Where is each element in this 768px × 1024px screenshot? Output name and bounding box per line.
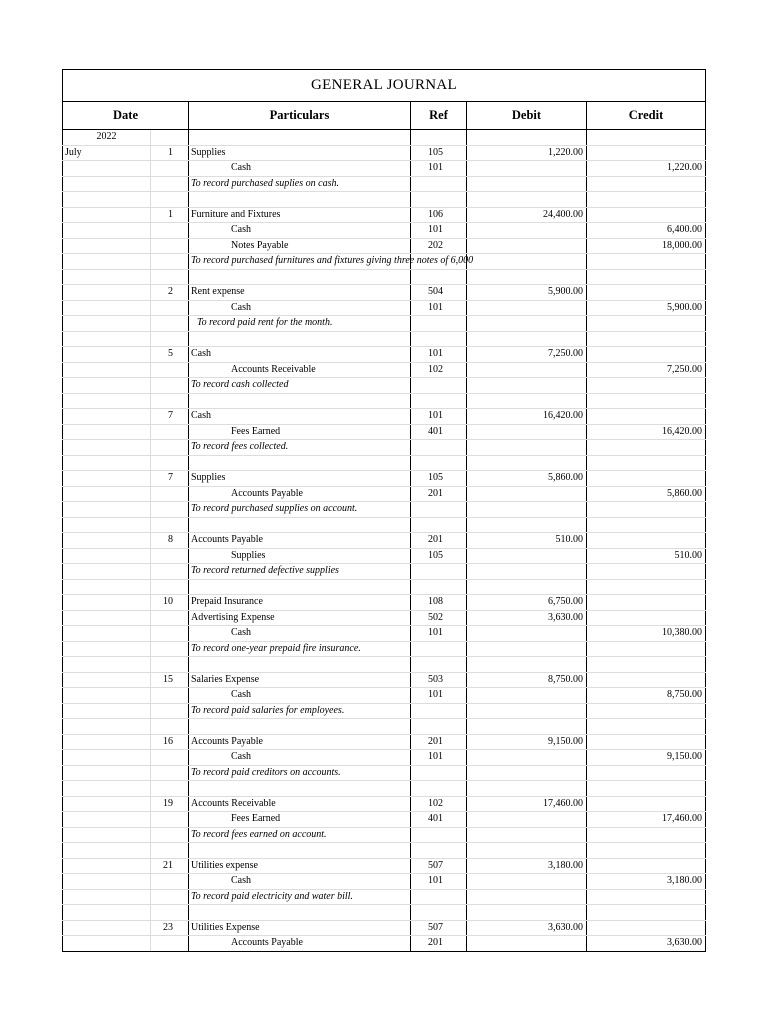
ref-cell: 101 — [411, 874, 467, 890]
day-cell: 23 — [151, 920, 189, 936]
credit-amount — [587, 347, 706, 363]
debit-account-name: Salaries Expense — [189, 672, 411, 688]
spacer-row — [63, 192, 706, 208]
ref-cell: 101 — [411, 300, 467, 316]
credit-amount: 5,860.00 — [587, 486, 706, 502]
entry-memo: To record returned defective supplies — [189, 564, 411, 580]
ref-cell: 507 — [411, 858, 467, 874]
ref-cell: 101 — [411, 688, 467, 704]
credit-amount — [587, 858, 706, 874]
credit-amount: 18,000.00 — [587, 238, 706, 254]
journal-line-row — [63, 409, 706, 425]
credit-account-name: Cash — [189, 300, 411, 316]
debit-amount: 5,900.00 — [467, 285, 587, 301]
credit-amount: 10,380.00 — [587, 626, 706, 642]
journal-line-row — [63, 471, 706, 487]
debit-account-name: Prepaid Insurance — [189, 595, 411, 611]
spacer-row — [63, 393, 706, 409]
memo-row — [63, 564, 706, 580]
journal-line-row — [63, 362, 706, 378]
general-journal-table — [62, 69, 706, 952]
entry-memo: To record paid creditors on accounts. — [189, 765, 411, 781]
ref-cell: 201 — [411, 936, 467, 952]
credit-amount: 8,750.00 — [587, 688, 706, 704]
ref-cell: 102 — [411, 796, 467, 812]
credit-amount: 3,180.00 — [587, 874, 706, 890]
journal-line-row — [63, 920, 706, 936]
credit-amount — [587, 207, 706, 223]
debit-account-name: Advertising Expense — [189, 610, 411, 626]
journal-line-row — [63, 812, 706, 828]
header-ref: Ref — [411, 102, 467, 130]
journal-body — [63, 130, 706, 952]
entry-memo: To record paid electricity and water bill. — [189, 889, 411, 905]
spacer-row — [63, 905, 706, 921]
debit-amount: 1,220.00 — [467, 145, 587, 161]
journal-line-row — [63, 223, 706, 239]
credit-amount — [587, 471, 706, 487]
entry-memo: To record one-year prepaid fire insurance. — [189, 641, 411, 657]
debit-amount: 3,180.00 — [467, 858, 587, 874]
debit-amount — [467, 874, 587, 890]
journal-line-row — [63, 347, 706, 363]
credit-amount — [587, 734, 706, 750]
debit-amount — [467, 161, 587, 177]
ref-cell: 101 — [411, 347, 467, 363]
journal-line-row — [63, 595, 706, 611]
debit-account-name: Supplies — [189, 471, 411, 487]
day-cell: 15 — [151, 672, 189, 688]
memo-row — [63, 641, 706, 657]
debit-amount — [467, 688, 587, 704]
ref-cell: 503 — [411, 672, 467, 688]
ref-cell: 101 — [411, 223, 467, 239]
credit-account-name: Cash — [189, 688, 411, 704]
debit-amount — [467, 223, 587, 239]
memo-row — [63, 502, 706, 518]
credit-account-name: Accounts Payable — [189, 936, 411, 952]
credit-account-name: Fees Earned — [189, 424, 411, 440]
memo-row — [63, 765, 706, 781]
credit-amount: 16,420.00 — [587, 424, 706, 440]
debit-amount: 24,400.00 — [467, 207, 587, 223]
debit-amount — [467, 362, 587, 378]
memo-row — [63, 440, 706, 456]
debit-amount: 16,420.00 — [467, 409, 587, 425]
journal-line-row — [63, 486, 706, 502]
debit-account-name: Cash — [189, 347, 411, 363]
day-cell: 1 — [151, 207, 189, 223]
journal-line-row — [63, 424, 706, 440]
debit-amount — [467, 812, 587, 828]
credit-account-name: Cash — [189, 874, 411, 890]
spacer-row — [63, 781, 706, 797]
ref-cell: 401 — [411, 812, 467, 828]
day-cell: 16 — [151, 734, 189, 750]
credit-amount — [587, 610, 706, 626]
credit-amount — [587, 533, 706, 549]
ref-cell: 201 — [411, 734, 467, 750]
journal-line-row — [63, 626, 706, 642]
ref-cell: 101 — [411, 750, 467, 766]
spacer-row — [63, 269, 706, 285]
debit-amount — [467, 300, 587, 316]
journal-line-row — [63, 734, 706, 750]
journal-line-row — [63, 610, 706, 626]
debit-account-name: Accounts Payable — [189, 734, 411, 750]
ref-cell: 201 — [411, 486, 467, 502]
year-cell: 2022 — [63, 130, 151, 146]
entry-memo: To record fees earned on account. — [189, 827, 411, 843]
credit-amount: 6,400.00 — [587, 223, 706, 239]
spacer-row — [63, 517, 706, 533]
credit-amount: 3,630.00 — [587, 936, 706, 952]
debit-amount — [467, 238, 587, 254]
credit-account-name: Fees Earned — [189, 812, 411, 828]
debit-account-name: Utilities expense — [189, 858, 411, 874]
journal-line-row — [63, 796, 706, 812]
memo-row — [63, 889, 706, 905]
ref-cell: 201 — [411, 533, 467, 549]
year-row — [63, 130, 706, 146]
memo-row — [63, 254, 706, 270]
debit-amount — [467, 750, 587, 766]
day-cell: 1 — [151, 145, 189, 161]
debit-account-name: Furniture and Fixtures — [189, 207, 411, 223]
debit-amount: 7,250.00 — [467, 347, 587, 363]
credit-amount — [587, 672, 706, 688]
debit-amount: 3,630.00 — [467, 610, 587, 626]
journal-line-row — [63, 672, 706, 688]
spacer-row — [63, 719, 706, 735]
ref-cell: 101 — [411, 626, 467, 642]
debit-amount: 3,630.00 — [467, 920, 587, 936]
credit-amount — [587, 796, 706, 812]
entry-memo: To record fees collected. — [189, 440, 411, 456]
journal-line-row — [63, 750, 706, 766]
debit-account-name: Utilities Expense — [189, 920, 411, 936]
debit-amount: 17,460.00 — [467, 796, 587, 812]
ref-cell: 504 — [411, 285, 467, 301]
debit-amount: 5,860.00 — [467, 471, 587, 487]
credit-amount: 7,250.00 — [587, 362, 706, 378]
memo-row — [63, 378, 706, 394]
debit-amount — [467, 936, 587, 952]
journal-line-row — [63, 688, 706, 704]
spacer-row — [63, 843, 706, 859]
title-row — [63, 70, 706, 102]
credit-amount — [587, 409, 706, 425]
credit-amount: 9,150.00 — [587, 750, 706, 766]
entry-memo: To record paid rent for the month. — [189, 316, 411, 332]
credit-account-name: Cash — [189, 626, 411, 642]
header-credit: Credit — [587, 102, 706, 130]
debit-account-name: Cash — [189, 409, 411, 425]
day-cell: 5 — [151, 347, 189, 363]
header-particulars: Particulars — [189, 102, 411, 130]
credit-amount — [587, 285, 706, 301]
debit-amount: 510.00 — [467, 533, 587, 549]
credit-amount — [587, 595, 706, 611]
day-cell: 19 — [151, 796, 189, 812]
debit-amount: 8,750.00 — [467, 672, 587, 688]
debit-account-name: Supplies — [189, 145, 411, 161]
month-cell: July — [63, 145, 151, 161]
journal-line-row — [63, 874, 706, 890]
spacer-row — [63, 579, 706, 595]
debit-amount — [467, 486, 587, 502]
debit-amount: 6,750.00 — [467, 595, 587, 611]
ref-cell: 106 — [411, 207, 467, 223]
day-cell: 7 — [151, 409, 189, 425]
ref-cell: 502 — [411, 610, 467, 626]
entry-memo: To record cash collected — [189, 378, 411, 394]
ref-cell: 401 — [411, 424, 467, 440]
ref-cell: 202 — [411, 238, 467, 254]
journal-line-row — [63, 145, 706, 161]
debit-amount — [467, 626, 587, 642]
debit-account-name: Accounts Payable — [189, 533, 411, 549]
spacer-row — [63, 657, 706, 673]
credit-account-name: Cash — [189, 750, 411, 766]
journal-line-row — [63, 936, 706, 952]
day-cell: 2 — [151, 285, 189, 301]
journal-line-row — [63, 533, 706, 549]
spacer-row — [63, 455, 706, 471]
ref-cell: 105 — [411, 471, 467, 487]
header-debit: Debit — [467, 102, 587, 130]
entry-memo: To record purchased suplies on cash. — [189, 176, 411, 192]
entry-memo: To record purchased furnitures and fixtures giving three notes of 6,000 — [189, 254, 411, 270]
debit-amount — [467, 424, 587, 440]
memo-row — [63, 316, 706, 332]
ref-cell: 105 — [411, 548, 467, 564]
debit-account-name: Rent expense — [189, 285, 411, 301]
header-date: Date — [63, 102, 189, 130]
journal-line-row — [63, 285, 706, 301]
debit-amount: 9,150.00 — [467, 734, 587, 750]
journal-line-row — [63, 300, 706, 316]
ref-cell: 507 — [411, 920, 467, 936]
credit-amount: 5,900.00 — [587, 300, 706, 316]
day-cell: 21 — [151, 858, 189, 874]
day-cell: 10 — [151, 595, 189, 611]
entry-memo: To record purchased supplies on account. — [189, 502, 411, 518]
journal-title: GENERAL JOURNAL — [63, 70, 706, 102]
debit-amount — [467, 548, 587, 564]
memo-row — [63, 827, 706, 843]
memo-row — [63, 176, 706, 192]
spacer-row — [63, 331, 706, 347]
credit-account-name: Cash — [189, 223, 411, 239]
credit-amount — [587, 145, 706, 161]
journal-line-row — [63, 207, 706, 223]
credit-amount: 510.00 — [587, 548, 706, 564]
credit-account-name: Accounts Receivable — [189, 362, 411, 378]
journal-line-row — [63, 858, 706, 874]
credit-amount — [587, 920, 706, 936]
ref-cell: 108 — [411, 595, 467, 611]
day-cell: 7 — [151, 471, 189, 487]
ref-cell: 105 — [411, 145, 467, 161]
day-cell: 8 — [151, 533, 189, 549]
credit-account-name: Supplies — [189, 548, 411, 564]
memo-row — [63, 703, 706, 719]
debit-account-name: Accounts Receivable — [189, 796, 411, 812]
journal-line-row — [63, 161, 706, 177]
journal-line-row — [63, 548, 706, 564]
credit-amount: 1,220.00 — [587, 161, 706, 177]
ref-cell: 101 — [411, 161, 467, 177]
ref-cell: 101 — [411, 409, 467, 425]
journal-line-row — [63, 238, 706, 254]
credit-account-name: Notes Payable — [189, 238, 411, 254]
credit-account-name: Cash — [189, 161, 411, 177]
credit-amount: 17,460.00 — [587, 812, 706, 828]
credit-account-name: Accounts Payable — [189, 486, 411, 502]
entry-memo: To record paid salaries for employees. — [189, 703, 411, 719]
header-row — [63, 102, 706, 130]
ref-cell: 102 — [411, 362, 467, 378]
